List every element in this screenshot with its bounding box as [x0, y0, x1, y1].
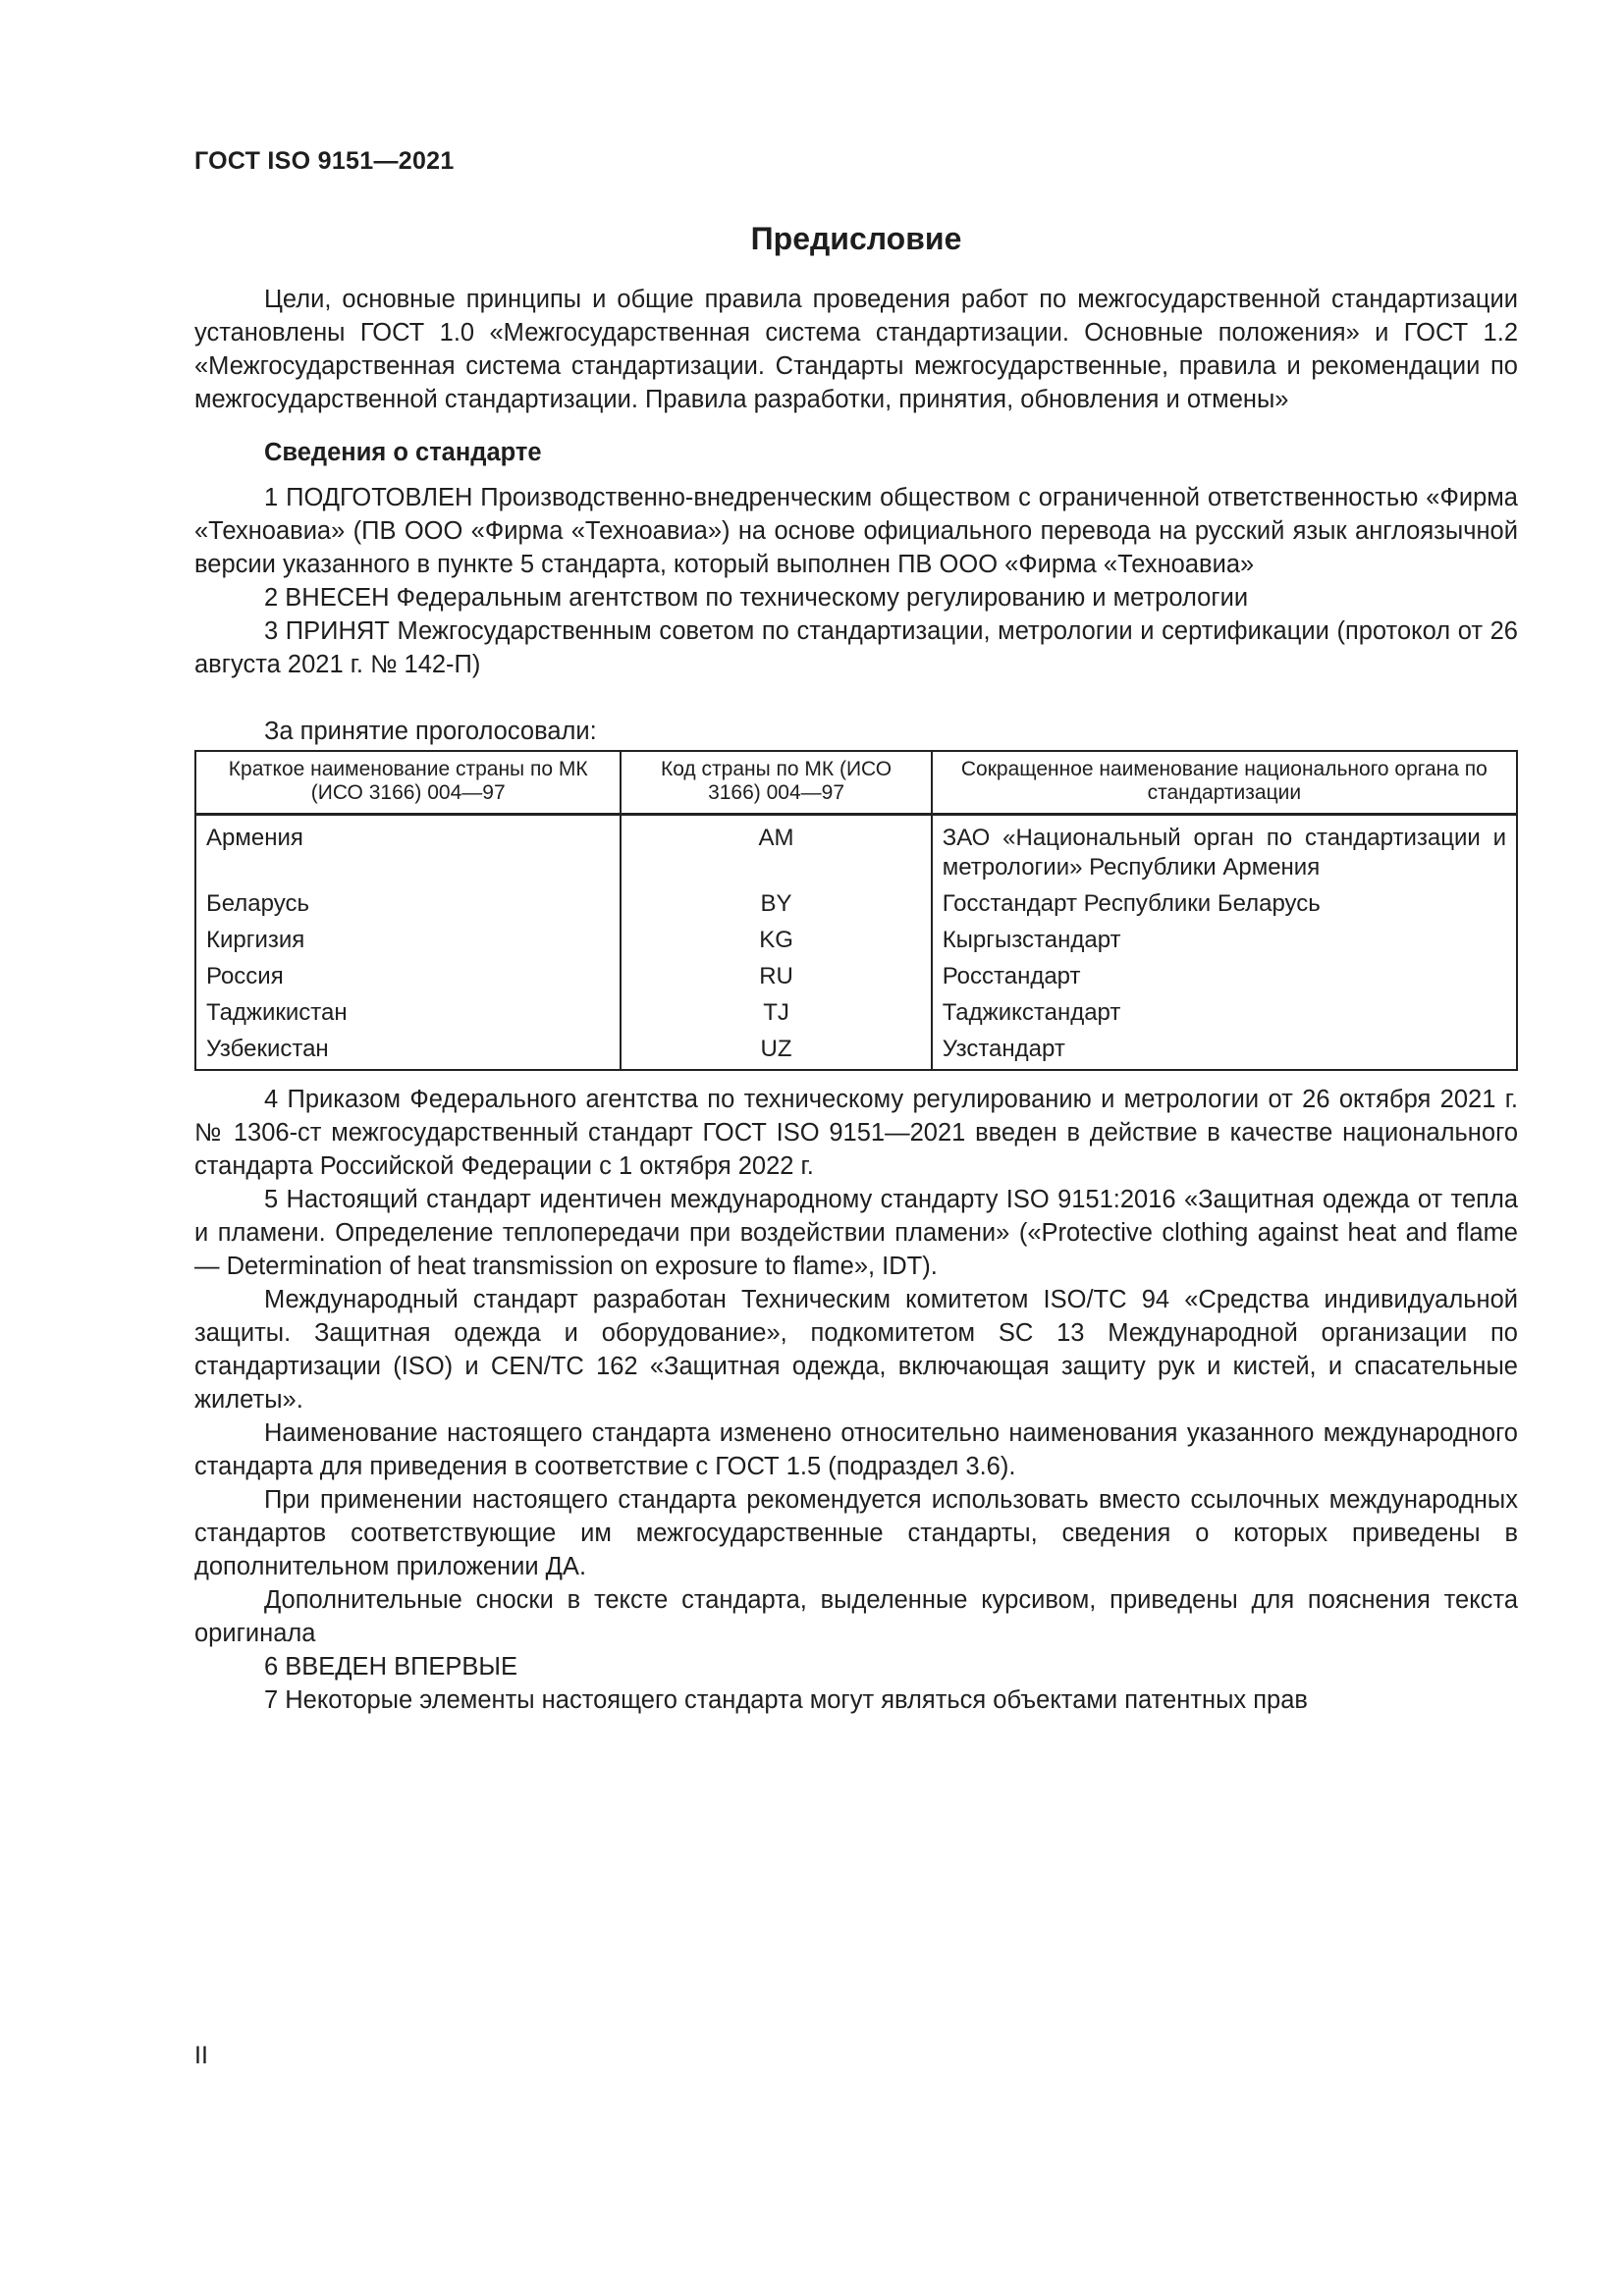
- votes-caption: За принятие проголосовали:: [264, 718, 597, 746]
- votes-table-header-row: [195, 751, 1517, 815]
- code-cell: AM: [621, 815, 931, 887]
- organ-cell: Росстандарт: [932, 959, 1517, 995]
- organ-cell: ЗАО «Национальный орган по стандартизации и метрологии» Республики Армения: [932, 815, 1517, 887]
- code-cell: BY: [621, 886, 931, 923]
- country-cell: Киргизия: [195, 923, 621, 959]
- header-country-code: Код страны по МК (ИСО 3166) 004—97: [621, 751, 931, 815]
- item-5-identical: 5 Настоящий стандарт идентичен международному стандарту ISO 9151:2016 «Защитная одежда от тепла и пламени. Определение теплопередачи при воздействии пламени» («Protective clothing against heat and flame — Determination of heat transmission on exposure to flame», IDT).: [194, 1186, 1518, 1281]
- footnotes-paragraph: Дополнительные сноски в тексте стандарта, выделенные курсивом, приведены для пояснения текста оригинала: [194, 1586, 1518, 1648]
- table-row: [195, 995, 1517, 1032]
- foreword-body: [194, 220, 1518, 1717]
- code-cell: RU: [621, 959, 931, 995]
- title-change-paragraph: Наименование настоящего стандарта изменено относительно наименования указанного международного стандарта для приведения в соответствие с ГОСТ 1.5 (подраздел 3.6).: [194, 1419, 1518, 1481]
- country-cell: Таджикистан: [195, 995, 621, 1032]
- header-country-name: Краткое наименование страны по МК (ИСО 3166) 004—97: [195, 751, 621, 815]
- organ-cell: Таджикстандарт: [932, 995, 1517, 1032]
- table-row: [195, 1032, 1517, 1070]
- table-row: [195, 886, 1517, 923]
- item-4-enacted: 4 Приказом Федерального агентства по техническому регулированию и метрологии от 26 октября 2021 г. № 1306-ст межгосударственный стандарт ГОСТ ISO 9151—2021 введен в действие в качестве национального стандарта Российской Федерации с 1 октября 2022 г.: [194, 1086, 1518, 1181]
- intro-paragraph: Цели, основные принципы и общие правила проведения работ по межгосударственной стандартизации установлены ГОСТ 1.0 «Межгосударственная система стандартизации. Основные положения» и ГОСТ 1.2 «Межгосударственная система стандартизации. Стандарты межгосударственные, правила и рекомендации по межгосударственной стандартизации. Правила разработки, принятия, обновления и отмены»: [194, 286, 1518, 414]
- country-cell: Узбекистан: [195, 1032, 621, 1070]
- country-cell: Армения: [195, 815, 621, 887]
- item-3-adopted: 3 ПРИНЯТ Межгосударственным советом по стандартизации, метрологии и сертификации (протокол от 26 августа 2021 г. № 142-П): [194, 617, 1518, 679]
- standard-code-header: ГОСТ ISO 9151—2021: [194, 147, 455, 175]
- table-row: [195, 815, 1517, 887]
- section-heading: Сведения о стандарте: [264, 439, 542, 467]
- organ-cell: Госстандарт Республики Беларусь: [932, 886, 1517, 923]
- code-cell: TJ: [621, 995, 931, 1032]
- organ-cell: Кыргызстандарт: [932, 923, 1517, 959]
- developer-paragraph: Международный стандарт разработан Техническим комитетом ISO/TC 94 «Средства индивидуальной защиты. Защитная одежда и оборудование», подкомитетом SC 13 Международной организации по стандартизации (ISO) и CEN/TC 162 «Защитная одежда, включающая защиту рук и кистей, и спасательные жилеты».: [194, 1286, 1518, 1415]
- item-1-prepared: 1 ПОДГОТОВЛЕН Производственно-внедренческим обществом с ограниченной ответственностью «Фирма «Техноавиа» (ПВ ООО «Фирма «Техноавиа») на основе официального перевода на русский язык англоязычной версии указанного в пункте 5 стандарта, который выполнен ПВ ООО «Фирма «Техноавиа»: [194, 484, 1518, 579]
- item-2-introduced: 2 ВНЕСЕН Федеральным агентством по техническому регулированию и метрологии: [264, 584, 1249, 613]
- table-row: [195, 959, 1517, 995]
- page-title: Предисловие: [750, 221, 962, 256]
- page-number: II: [194, 2042, 208, 2069]
- table-row: [195, 923, 1517, 959]
- code-cell: KG: [621, 923, 931, 959]
- header-national-body: Сокращенное наименование национального органа по стандартизации: [932, 751, 1517, 815]
- organ-cell: Узстандарт: [932, 1032, 1517, 1070]
- references-paragraph: При применении настоящего стандарта рекомендуется использовать вместо ссылочных международных стандартов соответствующие им межгосударственные стандарты, сведения о которых приведены в дополнительном приложении ДА.: [194, 1486, 1518, 1581]
- item-6-first-introduced: 6 ВВЕДЕН ВПЕРВЫЕ: [264, 1653, 518, 1682]
- votes-table: [194, 750, 1518, 1071]
- code-cell: UZ: [621, 1032, 931, 1070]
- item-7-patent-rights: 7 Некоторые элементы настоящего стандарта могут являться объектами патентных прав: [264, 1686, 1308, 1715]
- country-cell: Беларусь: [195, 886, 621, 923]
- country-cell: Россия: [195, 959, 621, 995]
